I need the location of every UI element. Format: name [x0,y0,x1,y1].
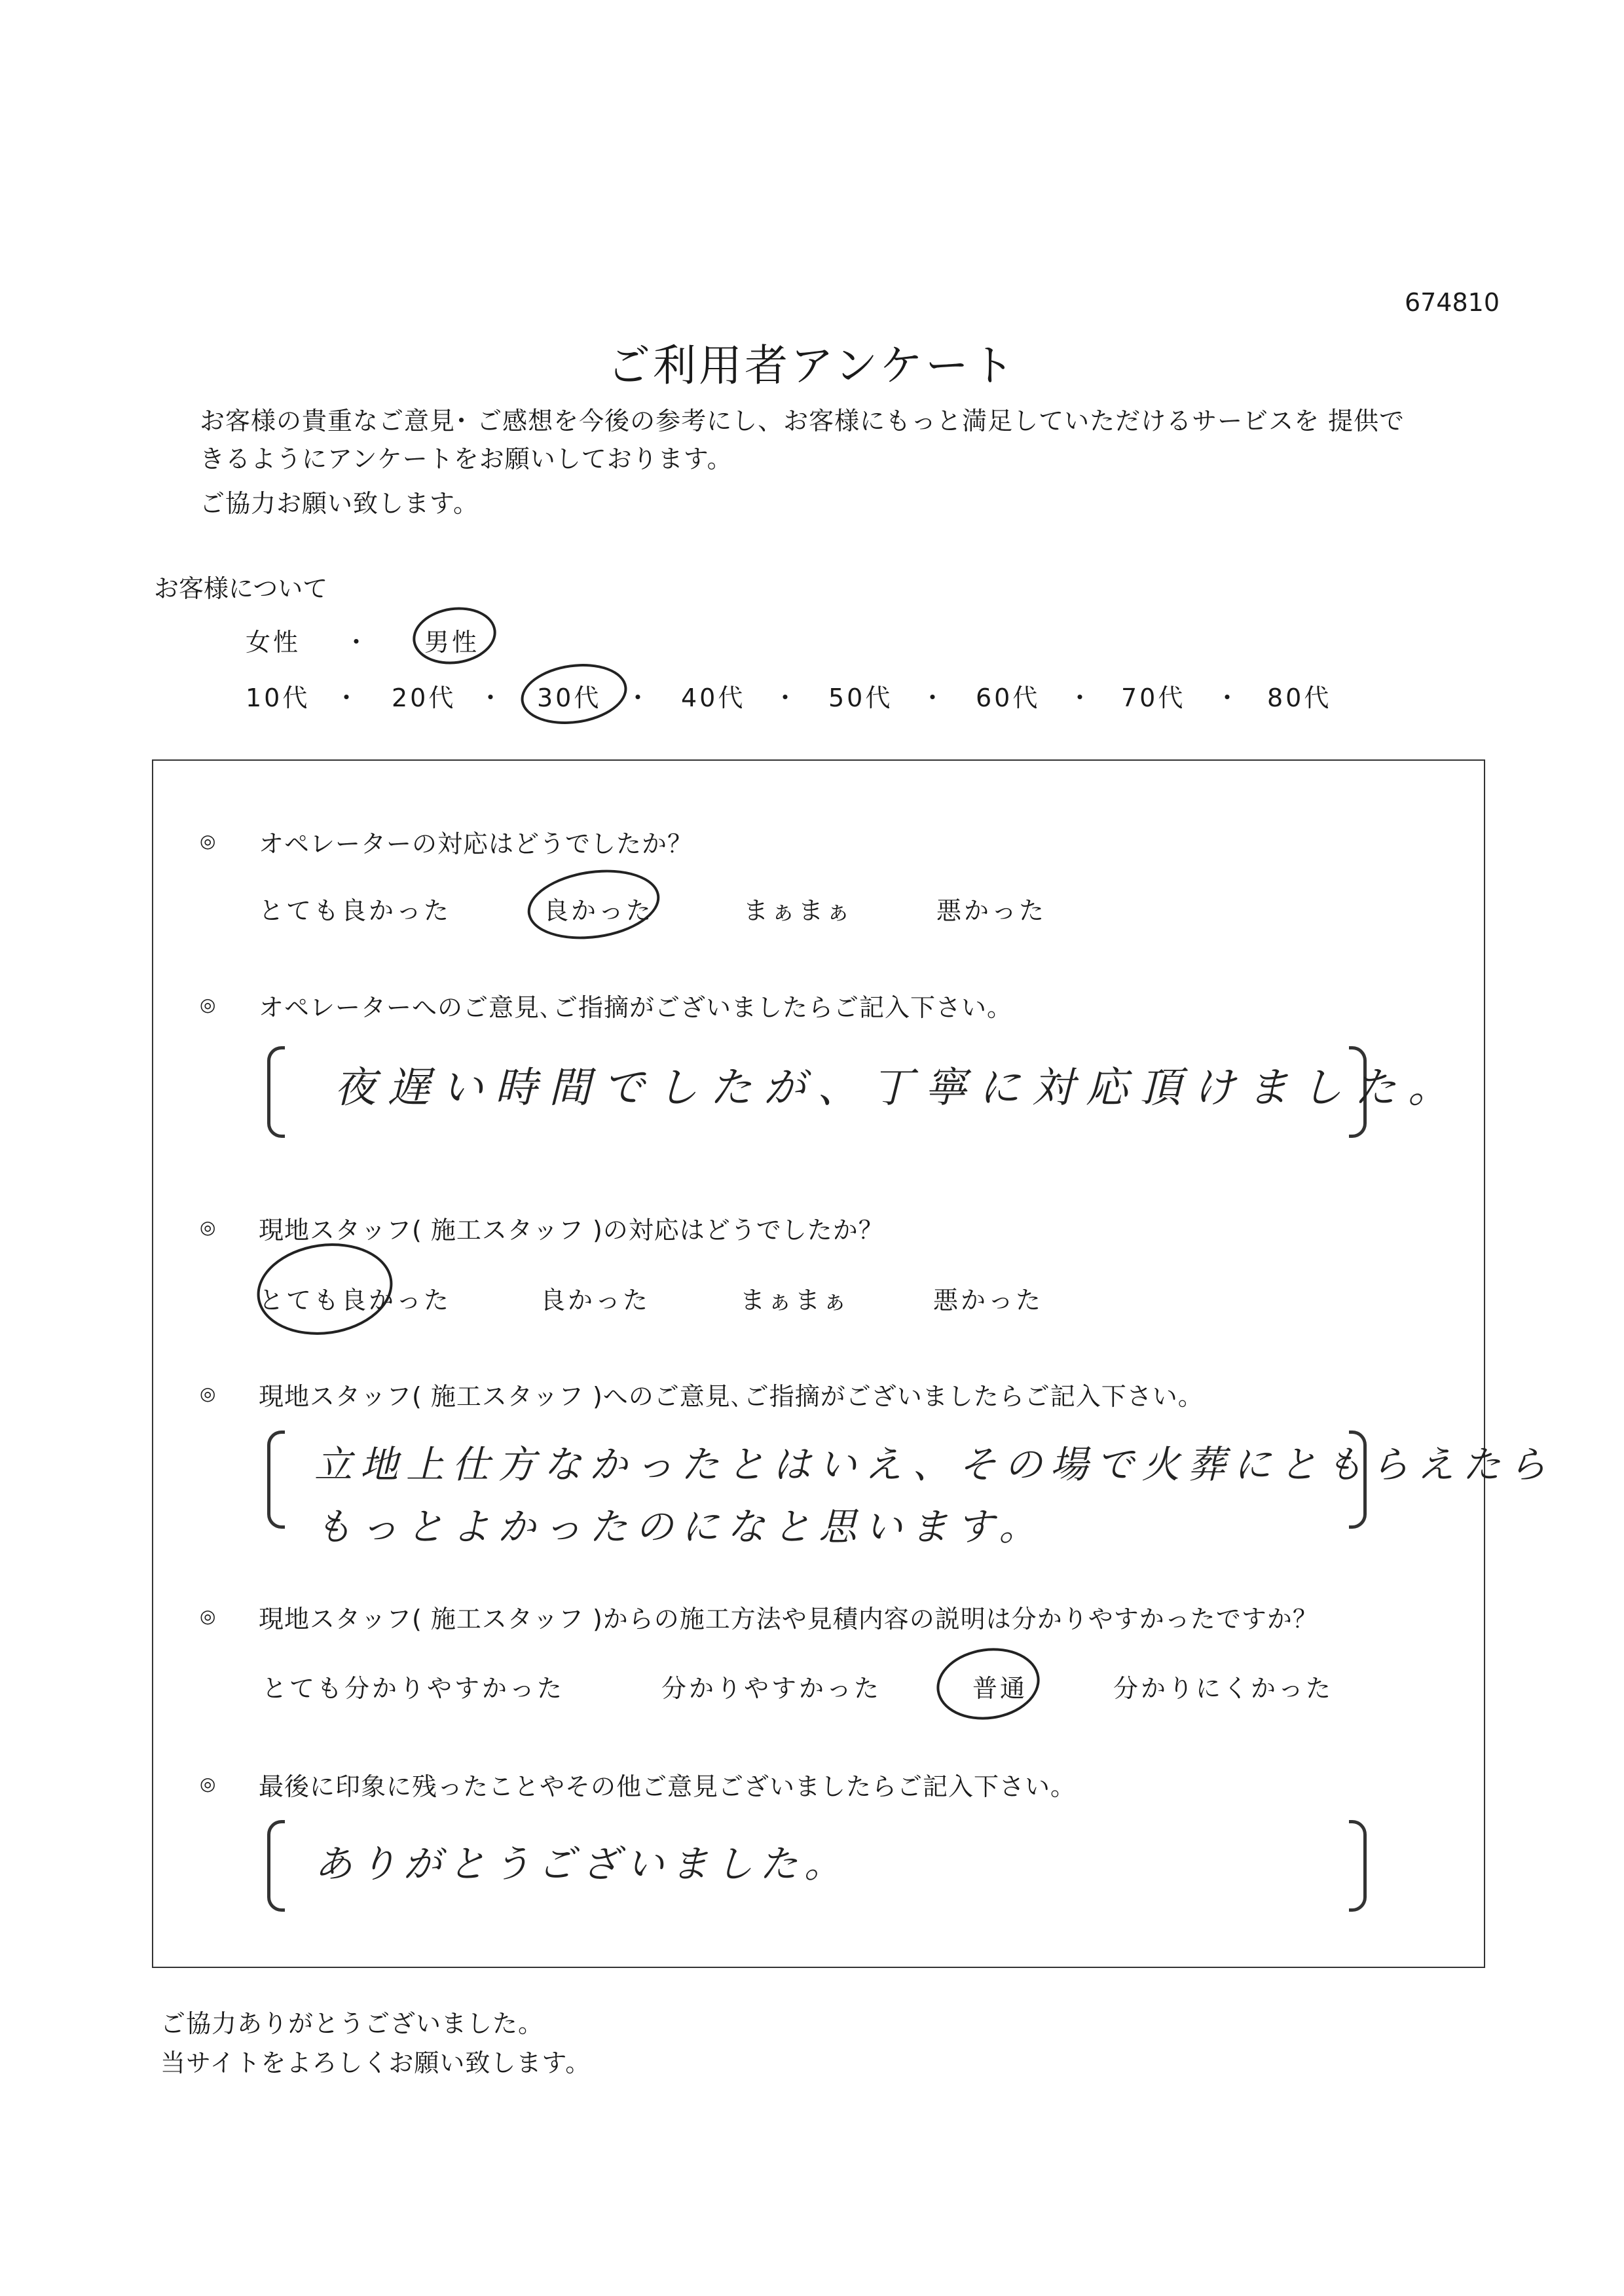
closing-line-1: ご協力ありがとうございました。 [160,2009,544,2038]
q1-option-very-good[interactable]: とても良かった [259,896,452,925]
question-3: 現地スタッフ( 施工スタッフ )の対応はどうでしたか？ [259,1216,884,1245]
q5-option-very-clear[interactable]: とても分かりやすかった [262,1674,565,1703]
q1-option-good[interactable]: 良かった [544,896,654,925]
intro-line-2: きるようにアンケートをお願いしております。 [200,445,733,473]
separator: ・ [334,683,360,712]
intro-line-1: お客様の貴重なご意見･ ご感想を今後の参考にし、お客様にもっと満足していただけるサービスを 提供で [200,407,1405,435]
about-customer-label: お客様について [154,574,328,603]
separator: ・ [773,683,798,712]
gender-option-female[interactable]: 女性 [246,628,301,657]
age-option-10s[interactable]: 10代 [246,683,310,712]
age-option-30s[interactable]: 30代 [537,683,602,712]
q3-option-very-good[interactable]: とても良かった [259,1286,452,1315]
q5-option-clear[interactable]: 分かりやすかった [661,1674,882,1703]
bullet-icon: ◎ [200,1216,216,1238]
separator: ・ [625,683,651,712]
q5-option-unclear[interactable]: 分かりにくかった [1113,1674,1334,1703]
q5-option-normal[interactable]: 普通 [972,1674,1028,1703]
bracket-left [267,1430,285,1529]
age-option-50s[interactable]: 50代 [828,683,893,712]
selection-circle [409,602,500,670]
document-id: 674810 [1404,288,1500,317]
q4-handwritten-answer-line-2: もっとよかったのになと思います。 [314,1504,1045,1549]
bracket-left [267,1046,285,1138]
age-option-20s[interactable]: 20代 [392,683,456,712]
bullet-icon: ◎ [200,994,216,1015]
question-1: オペレーターの対応はどうでしたか？ [259,829,693,858]
question-5: 現地スタッフ( 施工スタッフ )からの施工方法や見積内容の説明は分かりやすかったですか？ [259,1605,1318,1633]
separator: ・ [1067,683,1093,712]
closing-line-2: 当サイトをよろしくお願い致します。 [160,2049,591,2077]
bullet-icon: ◎ [200,1383,216,1404]
gender-option-male[interactable]: 男性 [424,628,480,657]
separator: ・ [478,683,504,712]
q3-option-good[interactable]: 良かった [540,1286,651,1315]
q4-handwritten-answer-line-1: 立地上仕方なかったとはいえ、その場で火葬にともらえたら [314,1442,1555,1487]
separator: ・ [344,628,369,657]
selection-circle [517,657,631,731]
q2-handwritten-answer: 夜遅い時間でしたが、丁寧に対応頂けました。 [334,1064,1462,1112]
bullet-icon: ◎ [200,830,216,852]
bullet-icon: ◎ [200,1773,216,1795]
bracket-right [1349,1820,1367,1912]
q1-option-bad[interactable]: 悪かった [936,896,1047,925]
q6-handwritten-answer: ありがとうございました。 [314,1842,849,1886]
question-6: 最後に印象に残ったことやその他ご意見ございましたらご記入下さい。 [259,1772,1077,1801]
age-option-40s[interactable]: 40代 [681,683,746,712]
q3-option-average[interactable]: まぁまぁ [740,1286,851,1315]
bullet-icon: ◎ [200,1605,216,1627]
age-option-80s[interactable]: 80代 [1267,683,1332,712]
q1-option-average[interactable]: まぁまぁ [743,896,854,925]
separator: ・ [1215,683,1240,712]
separator: ・ [920,683,946,712]
age-option-70s[interactable]: 70代 [1121,683,1186,712]
intro-line-3: ご協力お願い致します。 [200,489,479,518]
page-title: ご利用者アンケート [606,340,1018,391]
bracket-left [267,1820,285,1912]
question-4: 現地スタッフ( 施工スタッフ )へのご意見､ご指摘がございましたらご記入下さい。 [259,1382,1204,1411]
question-2: オペレーターへのご意見､ご指摘がございましたらご記入下さい。 [259,993,1013,1022]
age-option-60s[interactable]: 60代 [976,683,1041,712]
q3-option-bad[interactable]: 悪かった [933,1286,1044,1315]
